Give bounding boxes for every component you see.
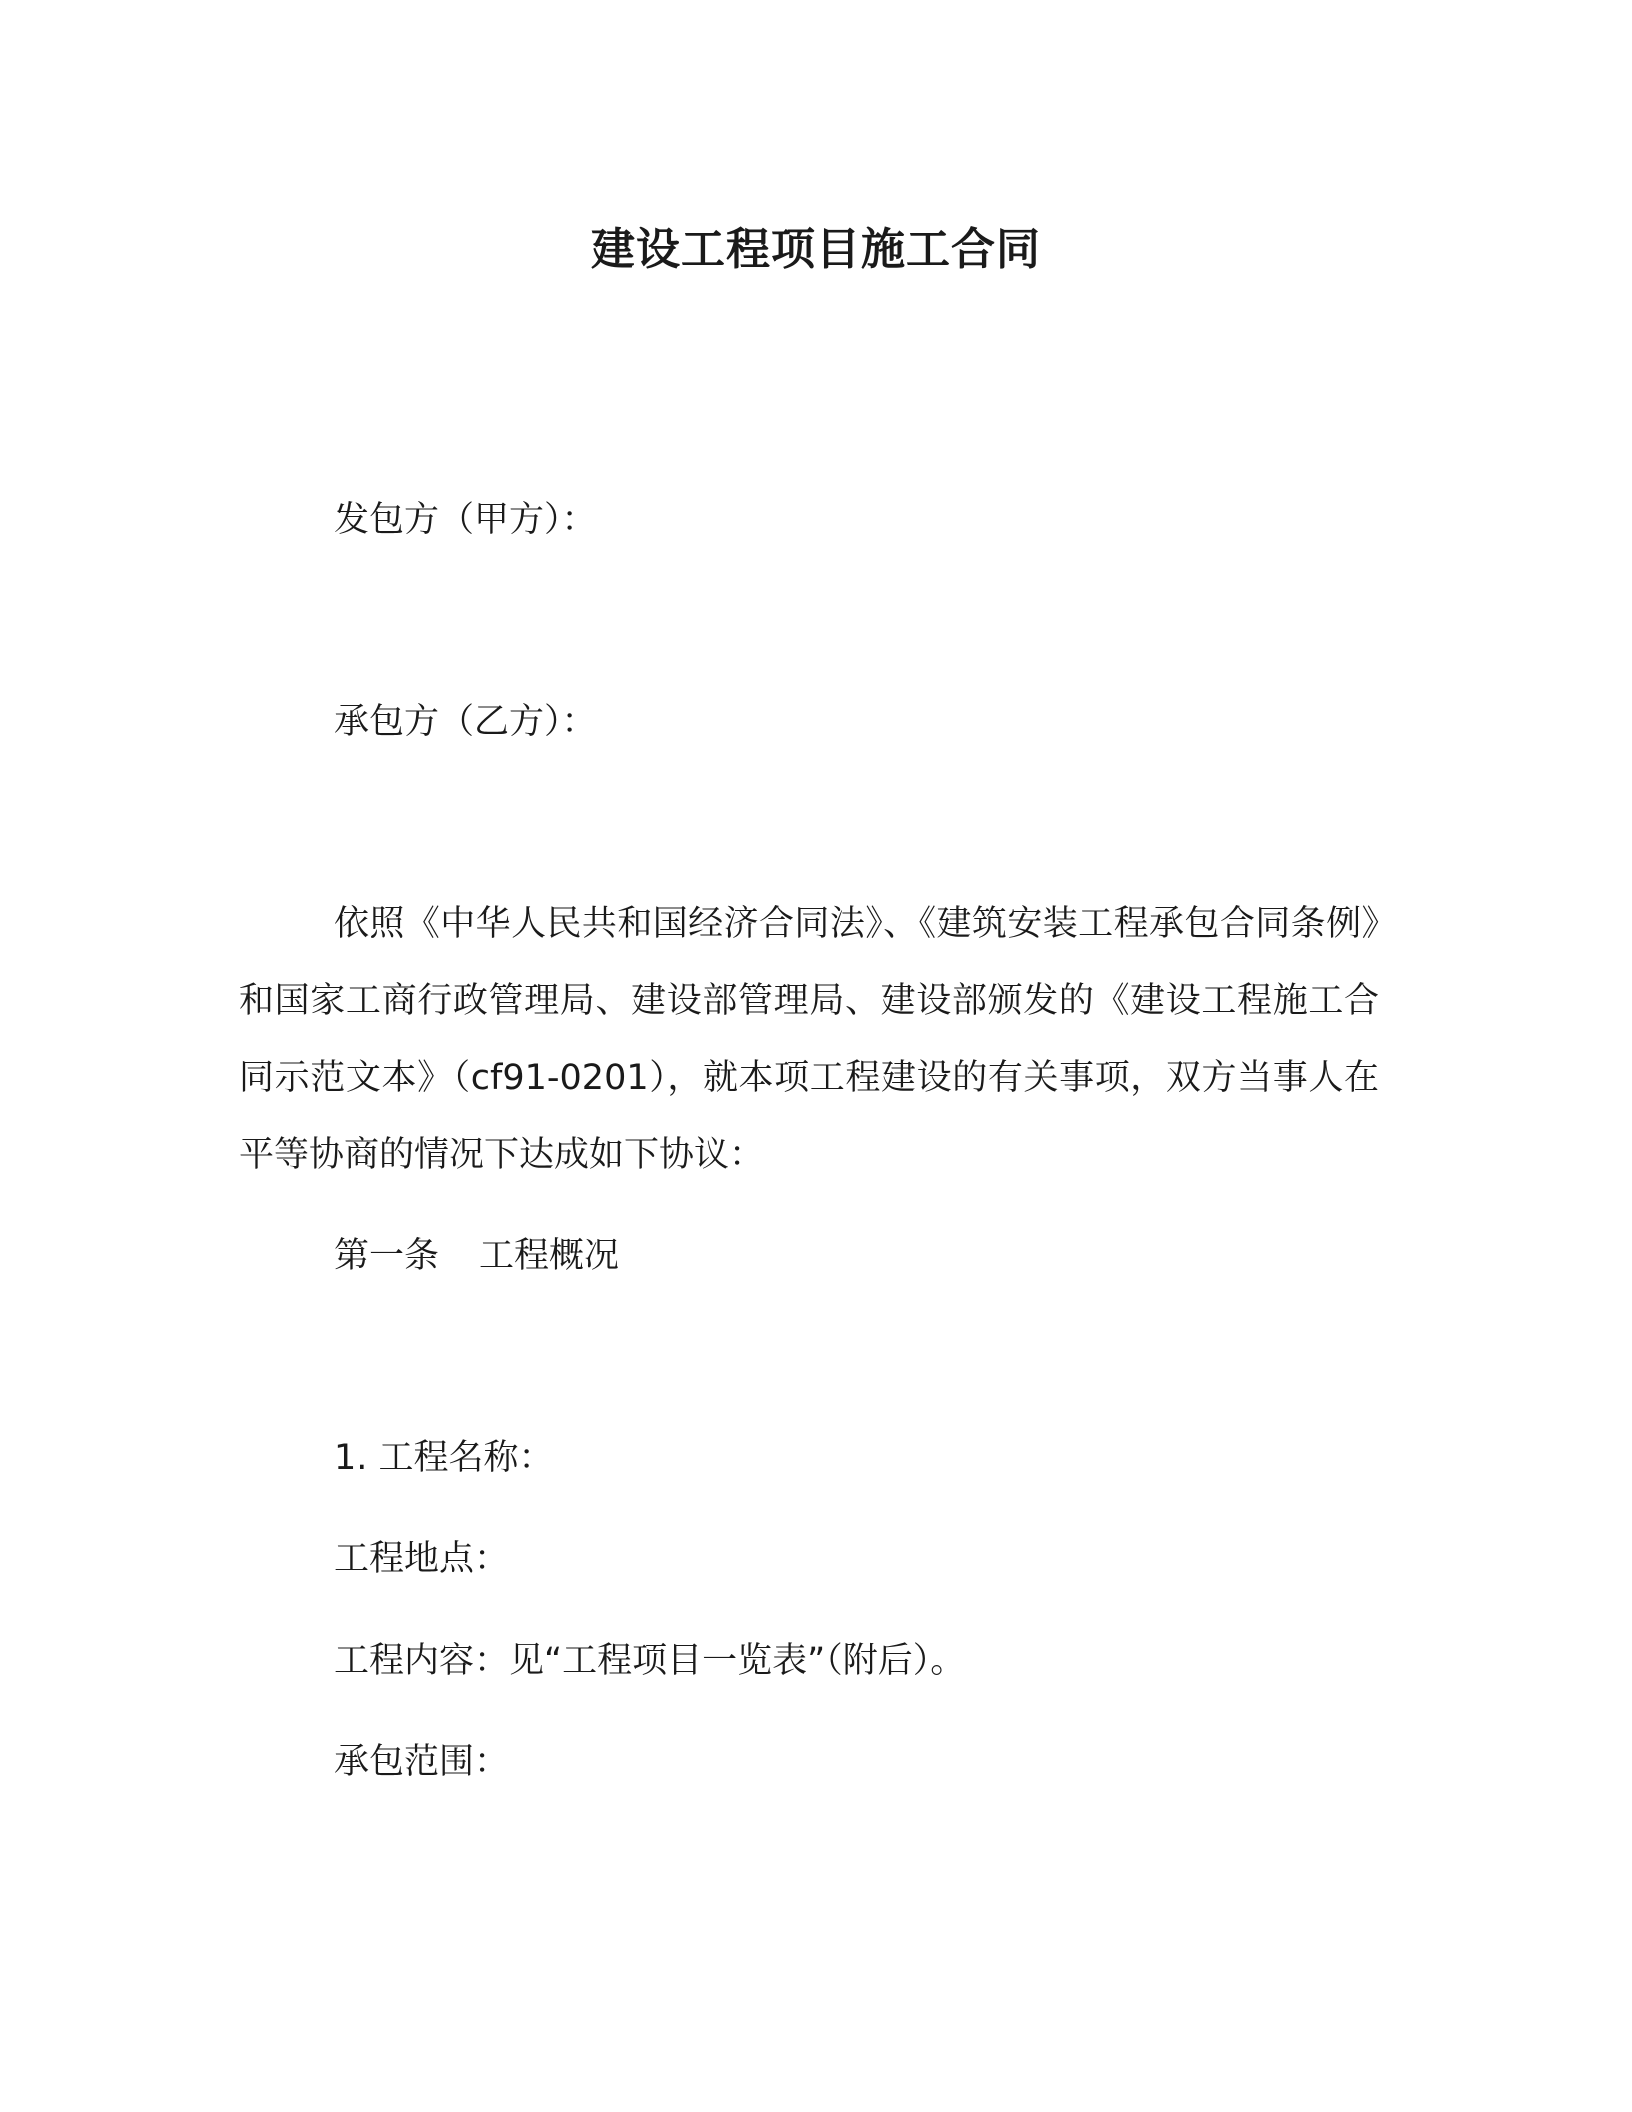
contract-scope-field: 承包范围： [334,1742,510,1782]
article-title: 工程概况 [479,1236,620,1276]
project-location-field: 工程地点： [334,1539,510,1579]
article-number: 第一条 [334,1236,440,1276]
party-b-label: 承包方（乙方）： [334,702,597,742]
article-1-heading [334,1232,619,1280]
project-content-field: 工程内容：见“工程项目一览表”（附后）。 [334,1641,966,1681]
intro-paragraph: 依照《中华人民共和国经济合同法》、《建筑安装工程承包合同条例》和国家工商行政管理局、建设部管理局、建设部颁发的《建设工程施工合同示范文本》（cf91-0201），就本项工程建设的有关事项，双方当事人在平等协商的情况下达成如下协议： [239,904,1379,1175]
party-a-label: 发包方（甲方）： [334,500,597,540]
project-name-field: 1. 工程名称： [334,1438,554,1478]
document-title: 建设工程项目施工合同 [591,224,1041,275]
